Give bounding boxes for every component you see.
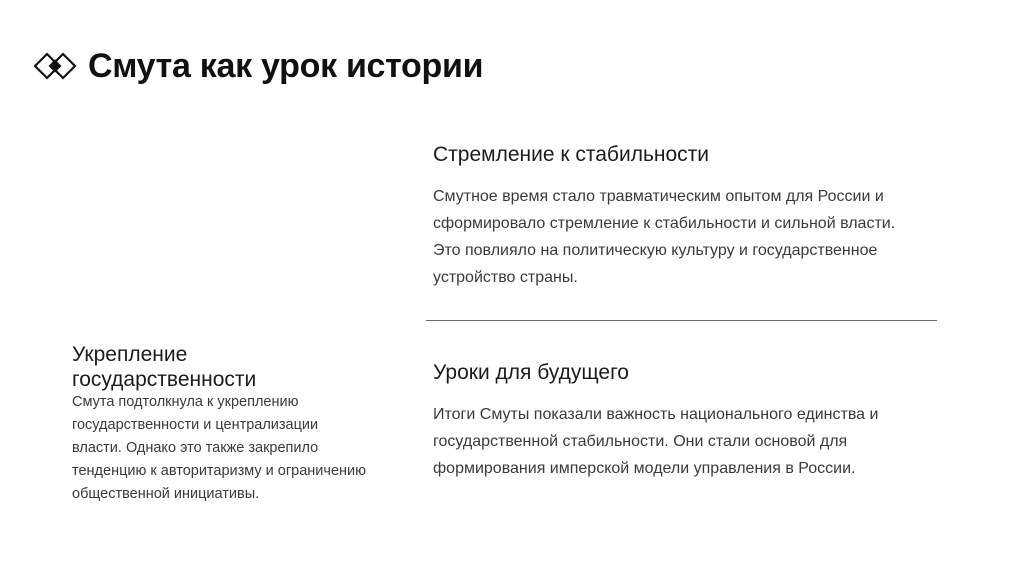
section-body: Итоги Смуты показали важность национального единства и государственной стабильности. Они стали основой для формирования имперской модели управления в России. [433,406,879,477]
section-future [433,360,953,482]
section-heading: Уроки для будущего [433,361,629,384]
section-heading: Укрепление государственности [72,343,257,391]
section-body: Смутное время стало травматическим опытом для России и сформировало стремление к стабильности и сильной власти. Это повлияло на политическую культуру и государственное устройство страны. [433,188,896,286]
diamond-logo-icon [34,51,80,81]
page-title: Смута как урок истории [88,46,484,85]
section-stability [433,142,953,291]
section-statehood [72,342,392,506]
title-row [34,44,483,88]
section-divider [426,320,937,321]
section-body: Смута подтолкнула к укреплению государственности и централизации власти. Однако это также закрепило тенденцию к авторитаризму и ограничению общественной инициативы. [72,394,367,502]
section-heading: Стремление к стабильности [433,143,710,166]
